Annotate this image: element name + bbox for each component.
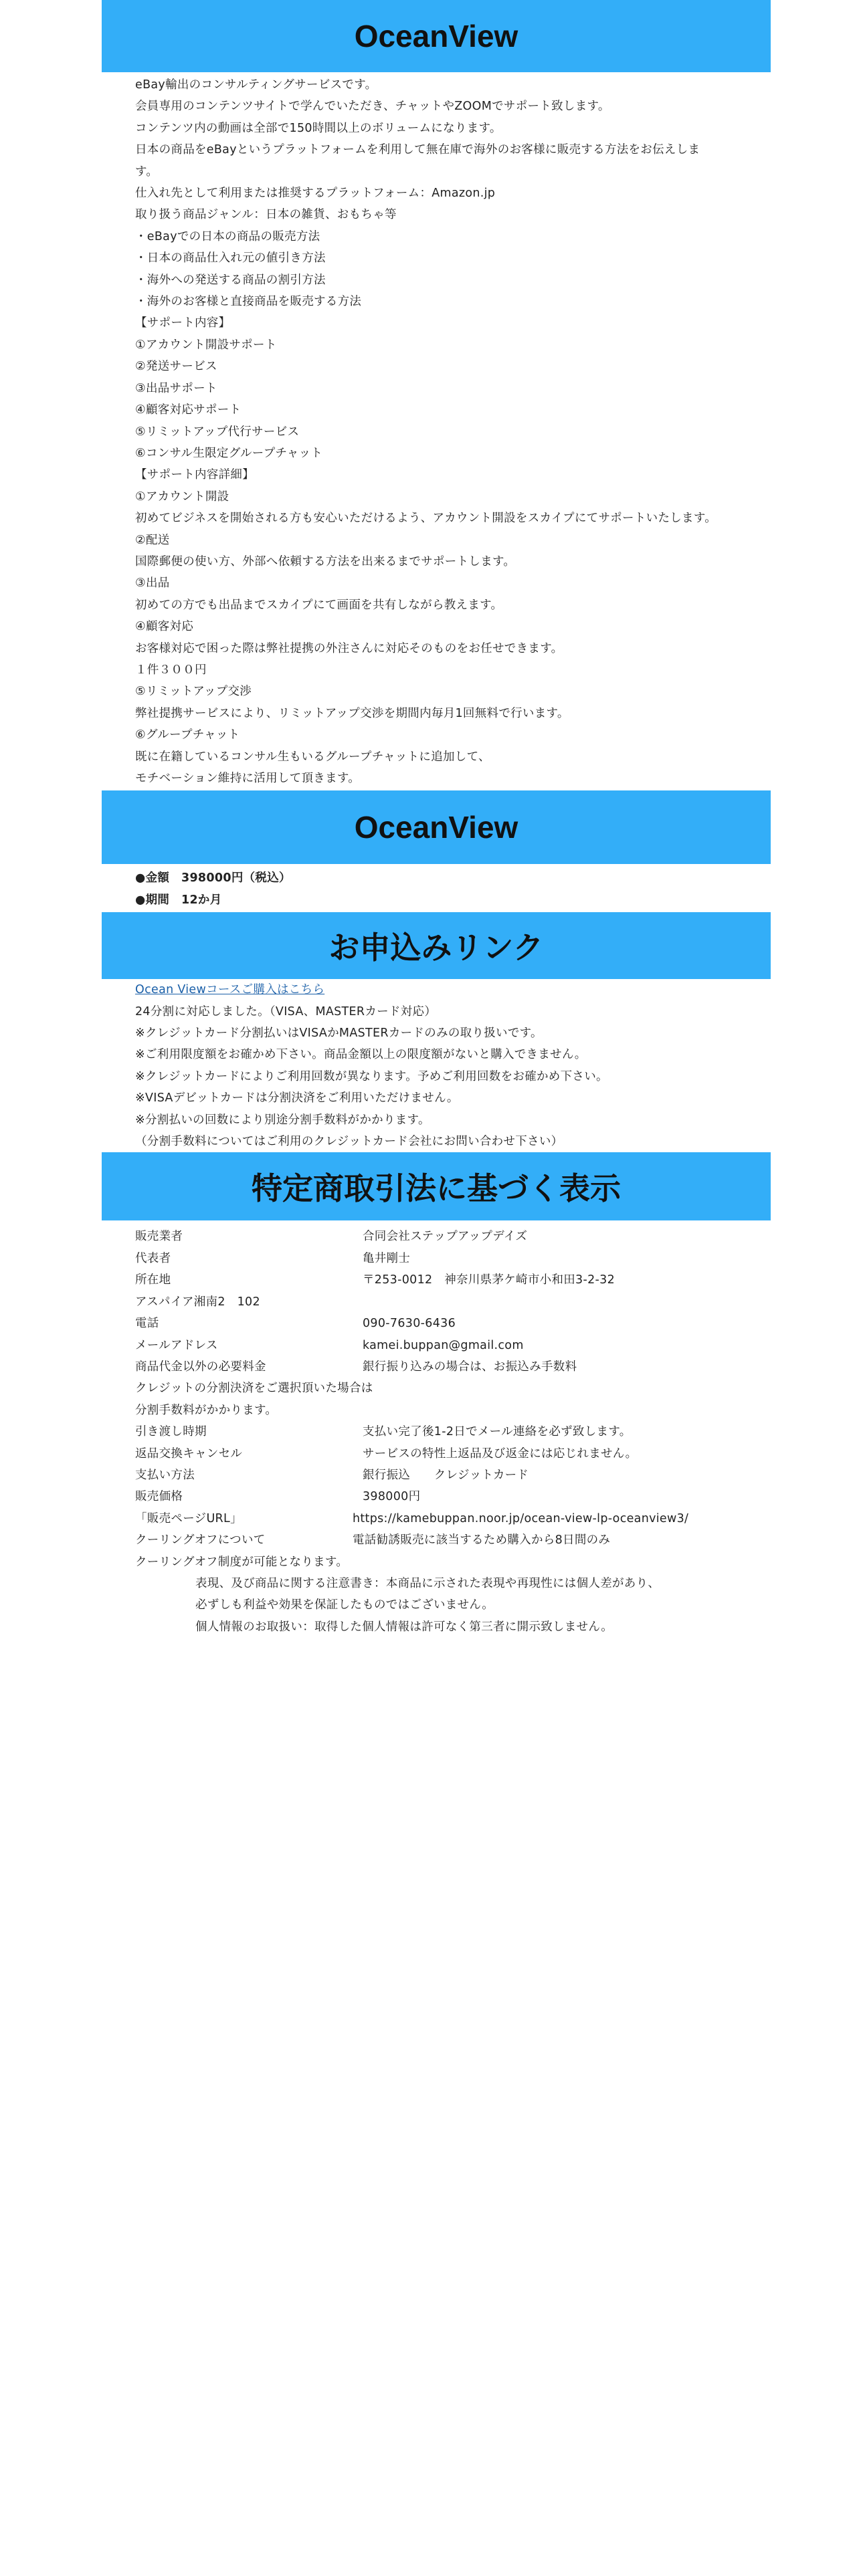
intro-line: 【サポート内容詳細】 (135, 468, 254, 482)
intro-line: ①アカウント開設サポート (135, 338, 277, 352)
law-credit-line: クレジットの分割決済をご選択頂いた場合は (135, 1382, 373, 1396)
law-row (135, 1529, 771, 1551)
law-key: 代表者 (135, 1251, 171, 1265)
law-key: 商品代金以外の必要料金 (135, 1360, 266, 1374)
intro-line: 取り扱う商品ジャンル：日本の雑貨、おもちゃ等 (135, 208, 397, 222)
intro-line: コンテンツ内の動画は全部で150時間以上のボリュームになります。 (135, 121, 502, 135)
intro-line: 既に在籍しているコンサル生もいるグループチャットに追加して、 (135, 750, 490, 764)
intro-line: ・eBayでの日本の商品の販売方法 (135, 229, 320, 243)
law-value: 電話勧誘販売に該当するため購入から8日間のみ (353, 1533, 611, 1547)
law-key: 販売業者 (135, 1230, 183, 1244)
intro-line: 【サポート内容】 (135, 316, 231, 330)
intro-text (102, 72, 771, 790)
intro-line: １件３００円 (135, 663, 207, 677)
law-key: メールアドレス (135, 1338, 218, 1352)
intro-line: ⑥グループチャット (135, 728, 240, 742)
intro-line: ③出品 (135, 576, 170, 591)
law-row (135, 1269, 771, 1291)
law-key: 所在地 (135, 1273, 171, 1287)
intro-line: ・海外への発送する商品の割引方法 (135, 273, 326, 287)
law-cooling-line: クーリングオフ制度が可能となります。 (135, 1555, 349, 1569)
intro-line: 会員専用のコンテンツサイトで学んでいただき、チャットやZOOMでサポート致します。 (135, 100, 610, 114)
law-value: 合同会社ステップアップデイズ (363, 1230, 528, 1244)
sales-page-url: https://kamebuppan.noor.jp/ocean-view-lp-oceanview3/ (353, 1511, 689, 1525)
law-banner (102, 1152, 771, 1220)
law-key: 支払い方法 (135, 1468, 195, 1482)
law-address-line2: アスパイア湘南2 102 (135, 1295, 260, 1309)
purchase-link[interactable]: Ocean Viewコースご購入はこちら (135, 983, 325, 997)
apply-line: ※VISAデビットカードは分割決済をご利用いただけません。 (135, 1091, 459, 1105)
law-key: 「販売ページURL」 (135, 1511, 242, 1525)
price-text (102, 864, 771, 912)
law-row (135, 1313, 771, 1334)
apply-line: ※クレジットカードによりご利用回数が異なります。予めご利用回数をお確かめ下さい。 (135, 1069, 608, 1083)
law-title: 特定商取引法に基づく表示 (252, 1171, 621, 1206)
intro-line: 仕入れ先として利用または推奨するプラットフォーム：Amazon.jp (135, 187, 496, 201)
law-key: 電話 (135, 1317, 159, 1331)
price-banner (102, 790, 771, 864)
intro-line: 初めての方でも出品までスカイプにて画面を共有しながら教えます。 (135, 598, 503, 612)
intro-line: ④顧客対応 (135, 620, 194, 634)
apply-banner (102, 912, 771, 979)
intro-line: ④顧客対応サポート (135, 403, 242, 417)
law-row (135, 1421, 771, 1442)
apply-title: お申込みリンク (328, 930, 544, 966)
apply-text (102, 979, 771, 1152)
intro-line: 日本の商品をeBayというプラットフォームを利用して無在庫で海外のお客様に販売する方法をお伝えします。 (135, 143, 700, 179)
law-row (135, 1443, 771, 1465)
law-value: kamei.buppan@gmail.com (363, 1338, 524, 1352)
law-row (135, 1356, 771, 1378)
intro-line: eBay輸出のコンサルティングサービスです。 (135, 78, 377, 92)
intro-line: ①アカウント開設 (135, 490, 229, 504)
intro-line: ⑤リミットアップ交渉 (135, 685, 252, 699)
intro-title: OceanView (354, 19, 518, 53)
law-value: 〒253-0012 神奈川県茅ケ崎市小和田3-2-32 (363, 1273, 615, 1287)
law-text (102, 1220, 771, 1638)
law-key: クーリングオフについて (135, 1533, 266, 1547)
law-value: サービスの特性上返品及び返金には応じれません。 (363, 1446, 638, 1461)
intro-line: ⑥コンサル生限定グループチャット (135, 446, 323, 460)
intro-line: ・日本の商品仕入れ元の値引き方法 (135, 251, 326, 265)
intro-line: ③出品サポート (135, 381, 217, 395)
intro-banner (102, 0, 771, 72)
law-value: 支払い完了後1-2日でメール連絡を必ず致します。 (363, 1425, 632, 1439)
law-key: 引き渡し時期 (135, 1425, 207, 1439)
law-key: 返品交換キャンセル (135, 1446, 243, 1461)
intro-line: お客様対応で困った際は弊社提携の外注さんに対応そのものをお任せできます。 (135, 641, 563, 655)
intro-line: モチベーション維持に活用して頂きます。 (135, 772, 361, 785)
law-value: 398000円 (363, 1490, 421, 1504)
intro-line: ②発送サービス (135, 360, 217, 374)
law-value: 銀行振込 クレジットカード (363, 1468, 529, 1482)
intro-line: ⑤リミットアップ代行サービス (135, 425, 300, 439)
apply-line: ※クレジットカード分割払いはVISAかMASTERカードのみの取り扱いです。 (135, 1027, 543, 1041)
intro-line: 初めてビジネスを開始される方も安心いただけるよう、アカウント開設をスカイプにてサポートいたします。 (135, 512, 717, 526)
law-row (135, 1248, 771, 1269)
price-title: OceanView (354, 810, 518, 845)
apply-line: ※分割払いの回数により別途分割手数料がかかります。 (135, 1113, 430, 1127)
apply-line: 24分割に対応しました。（VISA、MASTERカード対応） (135, 1004, 437, 1018)
law-value: 銀行振り込みの場合は、お振込み手数料 (363, 1360, 577, 1374)
law-note: 必ずしも利益や効果を保証したものではございません。 (195, 1598, 494, 1612)
price-amount: ●金額 398000円（税込） (135, 871, 291, 885)
law-row (135, 1486, 771, 1507)
apply-line: （分割手数料についてはご利用のクレジットカード会社にお問い合わせ下さい） (135, 1135, 563, 1149)
law-row (135, 1508, 771, 1529)
intro-line: ・海外のお客様と直接商品を販売する方法 (135, 295, 362, 309)
law-key: 販売価格 (135, 1490, 183, 1504)
law-credit-line: 分割手数料がかかります。 (135, 1403, 278, 1417)
law-note: 個人情報のお取扱い：取得した個人情報は許可なく第三者に開示致しません。 (195, 1620, 613, 1634)
page-content (102, 0, 771, 1638)
apply-line: ※ご利用限度額をお確かめ下さい。商品金額以上の限度額がないと購入できません。 (135, 1048, 587, 1062)
intro-line: 国際郵便の使い方、外部へ依頼する方法を出来るまでサポートします。 (135, 554, 516, 568)
price-period: ●期間 12か月 (135, 893, 222, 907)
law-row (135, 1335, 771, 1356)
law-row (135, 1465, 771, 1486)
intro-line: 弊社提携サービスにより、リミットアップ交渉を期間内毎月1回無料で行います。 (135, 706, 569, 720)
law-value: 亀井剛士 (363, 1251, 411, 1265)
law-value: 090-7630-6436 (363, 1317, 456, 1331)
law-note: 表現、及び商品に関する注意書き：本商品に示された表現や再現性には個人差があり、 (195, 1576, 660, 1590)
intro-line: ②配送 (135, 533, 170, 547)
law-row (135, 1226, 771, 1247)
